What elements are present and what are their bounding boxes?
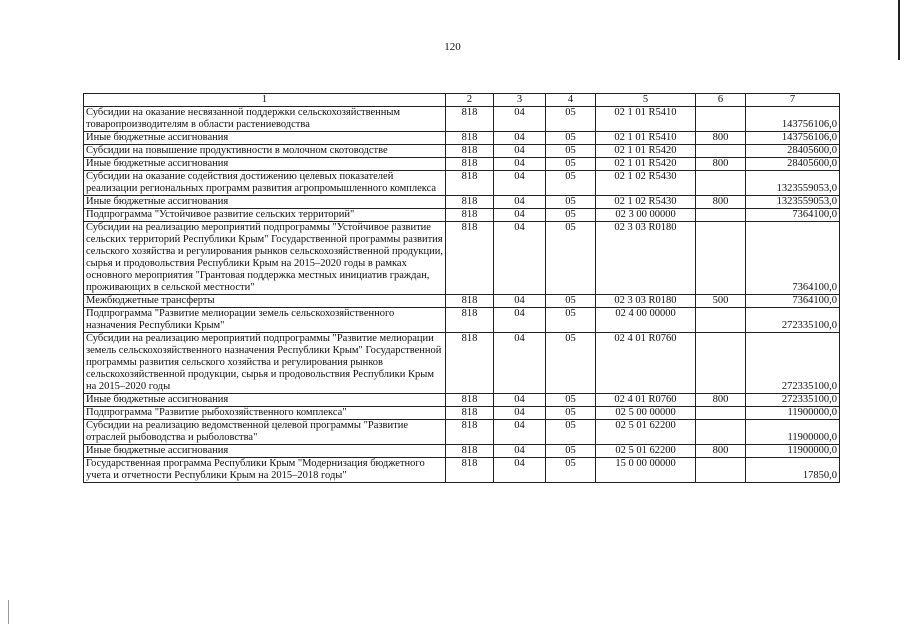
table-row: [84, 394, 840, 407]
cell-name: Межбюджетные трансферты: [84, 295, 446, 308]
page-edge-line: [898, 0, 900, 60]
table-row: [84, 420, 840, 445]
cell-pr: 05: [546, 308, 596, 333]
cell-sum: 28405600,0: [746, 145, 840, 158]
table-header-row: [84, 94, 840, 107]
cell-rz: 04: [494, 107, 546, 132]
cell-csr: 02 5 01 62200: [596, 445, 696, 458]
cell-rz: 04: [494, 394, 546, 407]
cell-ved: 818: [446, 445, 494, 458]
cell-ved: 818: [446, 308, 494, 333]
table-body: [84, 94, 840, 483]
col-header-3: 3: [494, 94, 546, 107]
cell-sum: 17850,0: [746, 458, 840, 483]
cell-vr: 800: [696, 132, 746, 145]
col-header-1: 1: [84, 94, 446, 107]
cell-name: Подпрограмма "Устойчивое развитие сельских территорий": [84, 209, 446, 222]
cell-csr: 02 1 02 R5430: [596, 196, 696, 209]
cell-vr: 800: [696, 196, 746, 209]
cell-ved: 818: [446, 420, 494, 445]
col-header-7: 7: [746, 94, 840, 107]
cell-pr: 05: [546, 445, 596, 458]
cell-ved: 818: [446, 222, 494, 295]
cell-csr: 02 5 01 62200: [596, 420, 696, 445]
cell-csr: 02 1 01 R5420: [596, 145, 696, 158]
cell-csr: 02 4 01 R0760: [596, 333, 696, 394]
cell-ved: 818: [446, 295, 494, 308]
cell-name: Субсидии на оказание несвязанной поддержки сельскохозяйственным товаропроизводителям в области растениеводства: [84, 107, 446, 132]
cell-csr: 02 1 02 R5430: [596, 171, 696, 196]
cell-rz: 04: [494, 209, 546, 222]
cell-pr: 05: [546, 209, 596, 222]
cell-vr: 800: [696, 445, 746, 458]
cell-csr: 02 1 01 R5420: [596, 158, 696, 171]
cell-name: Иные бюджетные ассигнования: [84, 394, 446, 407]
cell-ved: 818: [446, 333, 494, 394]
cell-vr: [696, 420, 746, 445]
cell-rz: 04: [494, 295, 546, 308]
cell-name: Иные бюджетные ассигнования: [84, 132, 446, 145]
cell-sum: 1323559053,0: [746, 171, 840, 196]
cell-vr: [696, 407, 746, 420]
cell-csr: 02 3 03 R0180: [596, 222, 696, 295]
cell-ved: 818: [446, 145, 494, 158]
cell-ved: 818: [446, 158, 494, 171]
cell-pr: 05: [546, 407, 596, 420]
col-header-2: 2: [446, 94, 494, 107]
cell-sum: 1323559053,0: [746, 196, 840, 209]
cell-csr: 02 4 01 R0760: [596, 394, 696, 407]
cell-rz: 04: [494, 158, 546, 171]
cell-pr: 05: [546, 132, 596, 145]
cell-sum: 143756106,0: [746, 132, 840, 145]
cell-pr: 05: [546, 333, 596, 394]
cell-sum: 28405600,0: [746, 158, 840, 171]
cell-vr: [696, 209, 746, 222]
cell-csr: 02 3 03 R0180: [596, 295, 696, 308]
cell-ved: 818: [446, 107, 494, 132]
cell-name: Иные бюджетные ассигнования: [84, 445, 446, 458]
cell-rz: 04: [494, 222, 546, 295]
cell-csr: 02 5 00 00000: [596, 407, 696, 420]
cell-ved: 818: [446, 132, 494, 145]
cell-sum: 7364100,0: [746, 222, 840, 295]
cell-name: Подпрограмма "Развитие мелиорации земель сельскохозяйственного назначения Республики Крым": [84, 308, 446, 333]
cell-csr: 02 1 01 R5410: [596, 132, 696, 145]
cell-vr: 500: [696, 295, 746, 308]
table-row: [84, 222, 840, 295]
cell-name: Субсидии на оказание содействия достижению целевых показателей реализации региональных программ развития агропромышленного комплекса: [84, 171, 446, 196]
table-row: [84, 171, 840, 196]
table-row: [84, 407, 840, 420]
cell-pr: 05: [546, 196, 596, 209]
table-row: [84, 458, 840, 483]
cell-sum: 11900000,0: [746, 445, 840, 458]
scan-mark: [8, 600, 9, 624]
cell-csr: 15 0 00 00000: [596, 458, 696, 483]
cell-sum: 11900000,0: [746, 407, 840, 420]
cell-pr: 05: [546, 458, 596, 483]
cell-name: Субсидии на повышение продуктивности в молочном скотоводстве: [84, 145, 446, 158]
cell-pr: 05: [546, 420, 596, 445]
cell-rz: 04: [494, 132, 546, 145]
cell-ved: 818: [446, 394, 494, 407]
table-row: [84, 445, 840, 458]
cell-vr: [696, 222, 746, 295]
cell-name: Субсидии на реализацию мероприятий подпрограммы "Устойчивое развитие сельских территорий Республики Крым" Государственной программы развития сельского хозяйства и регулирования рынков сельскохозяйственной продукции, сырья и продовольствия Республики Крым на 2015–2020 годы в рамках основного мероприятия "Грантовая поддержка местных инициатив граждан, проживающих в сельской местности": [84, 222, 446, 295]
cell-rz: 04: [494, 458, 546, 483]
cell-rz: 04: [494, 407, 546, 420]
table-row: [84, 196, 840, 209]
cell-csr: 02 4 00 00000: [596, 308, 696, 333]
cell-rz: 04: [494, 333, 546, 394]
cell-vr: [696, 171, 746, 196]
cell-pr: 05: [546, 394, 596, 407]
table-row: [84, 158, 840, 171]
cell-pr: 05: [546, 158, 596, 171]
cell-sum: 272335100,0: [746, 333, 840, 394]
cell-name: Иные бюджетные ассигнования: [84, 196, 446, 209]
cell-vr: [696, 308, 746, 333]
cell-ved: 818: [446, 458, 494, 483]
cell-vr: [696, 458, 746, 483]
cell-name: Субсидии на реализацию ведомственной целевой программы "Развитие отраслей рыбоводства и рыболовства": [84, 420, 446, 445]
cell-csr: 02 3 00 00000: [596, 209, 696, 222]
cell-ved: 818: [446, 209, 494, 222]
table-row: [84, 308, 840, 333]
page-number: 120: [444, 41, 461, 53]
cell-pr: 05: [546, 295, 596, 308]
col-header-5: 5: [596, 94, 696, 107]
cell-sum: 143756106,0: [746, 107, 840, 132]
cell-sum: 7364100,0: [746, 295, 840, 308]
table-row: [84, 209, 840, 222]
cell-name: Государственная программа Республики Крым "Модернизация бюджетного учета и отчетности Республики Крым на 2015–2018 годы": [84, 458, 446, 483]
cell-sum: 272335100,0: [746, 394, 840, 407]
cell-pr: 05: [546, 171, 596, 196]
table-row: [84, 295, 840, 308]
cell-csr: 02 1 01 R5410: [596, 107, 696, 132]
cell-pr: 05: [546, 145, 596, 158]
cell-name: Подпрограмма "Развитие рыбохозяйственного комплекса": [84, 407, 446, 420]
col-header-4: 4: [546, 94, 596, 107]
table-row: [84, 333, 840, 394]
table-row: [84, 145, 840, 158]
cell-vr: 800: [696, 394, 746, 407]
cell-pr: 05: [546, 107, 596, 132]
cell-rz: 04: [494, 445, 546, 458]
cell-vr: [696, 333, 746, 394]
cell-rz: 04: [494, 145, 546, 158]
cell-sum: 7364100,0: [746, 209, 840, 222]
cell-ved: 818: [446, 171, 494, 196]
table-row: [84, 107, 840, 132]
cell-rz: 04: [494, 171, 546, 196]
cell-ved: 818: [446, 407, 494, 420]
cell-ved: 818: [446, 196, 494, 209]
cell-rz: 04: [494, 420, 546, 445]
budget-table: [83, 93, 840, 483]
cell-vr: 800: [696, 158, 746, 171]
cell-name: Иные бюджетные ассигнования: [84, 158, 446, 171]
cell-pr: 05: [546, 222, 596, 295]
cell-name: Субсидии на реализацию мероприятий подпрограммы "Развитие мелиорации земель сельскохозяйственного назначения Республики Крым" Государственной программы развития сельского хозяйства и регулирования рынков сельскохозяйственной продукции, сырья и продовольствия Республики Крым на 2015–2020 годы: [84, 333, 446, 394]
table-row: [84, 132, 840, 145]
cell-rz: 04: [494, 196, 546, 209]
cell-rz: 04: [494, 308, 546, 333]
cell-sum: 272335100,0: [746, 308, 840, 333]
cell-vr: [696, 107, 746, 132]
col-header-6: 6: [696, 94, 746, 107]
cell-sum: 11900000,0: [746, 420, 840, 445]
cell-vr: [696, 145, 746, 158]
